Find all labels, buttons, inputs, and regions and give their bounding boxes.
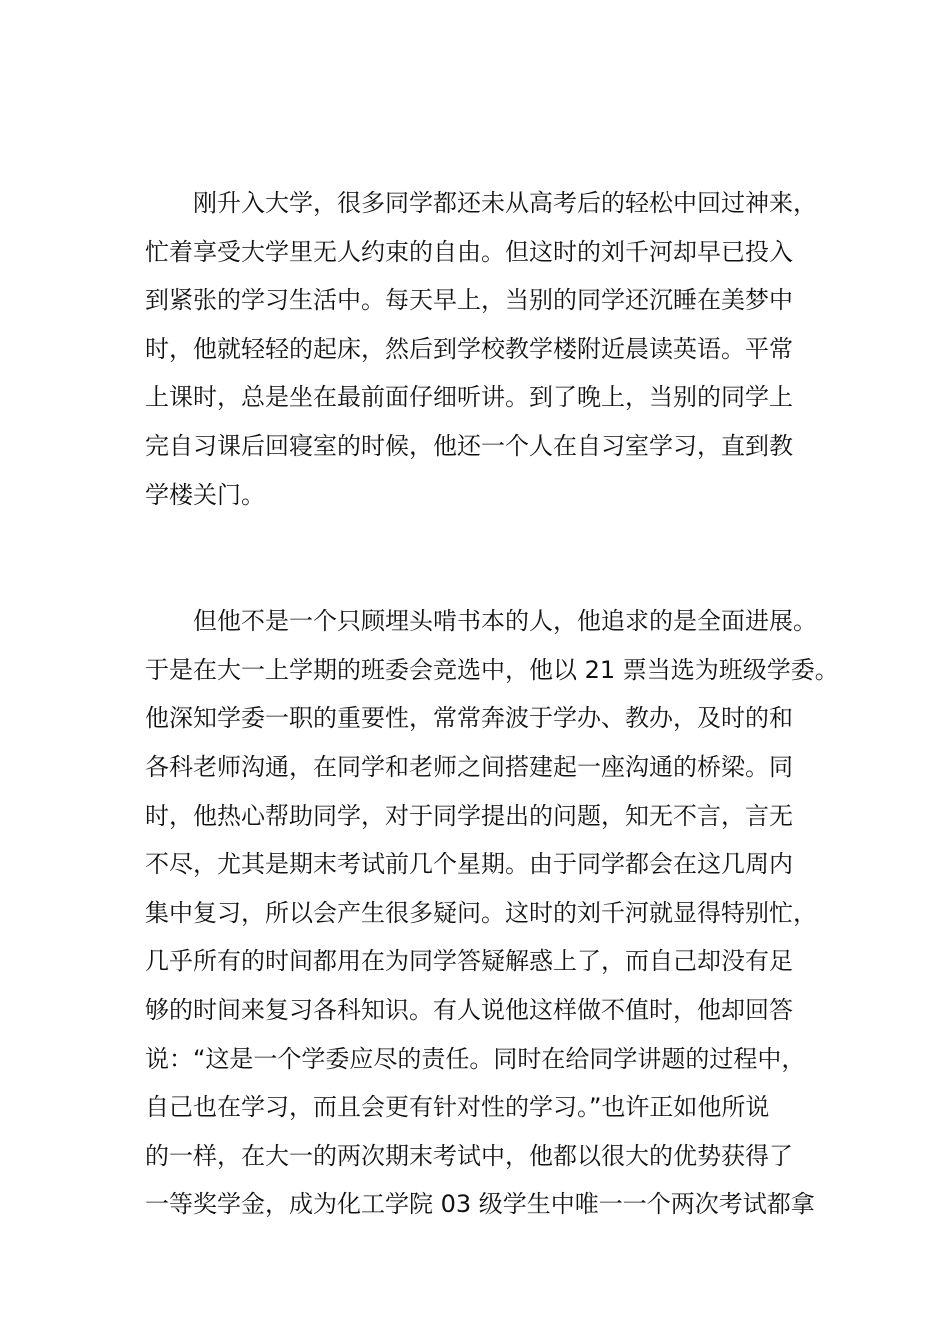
- paragraph-line: 上课时，总是坐在最前面仔细听讲。到了晚上，当别的同学上: [145, 383, 793, 412]
- paragraph-line: 时，他热心帮助同学，对于同学提出的问题，知无不言，言无: [145, 801, 793, 830]
- paragraph-line: 时，他就轻轻的起床，然后到学校教学楼附近晨读英语。平常: [145, 334, 793, 363]
- paragraph-line: 够的时间来复习各科知识。有人说他这样做不值时，他却回答: [145, 995, 793, 1024]
- paragraph-spacer: [145, 519, 835, 597]
- paragraph-1: [145, 179, 835, 519]
- paragraph-line: 于是在大一上学期的班委会竞选中，他以 21 票当选为班级学委。: [145, 655, 839, 684]
- paragraph-line: 各科老师沟通，在同学和老师之间搭建起一座沟通的桥梁。同: [145, 752, 793, 781]
- paragraph-2: [145, 597, 839, 1229]
- document-body: [145, 179, 839, 1229]
- paragraph-line: 说：“这是一个学委应尽的责任。同时在给同学讲题的过程中，: [145, 1044, 806, 1073]
- paragraph-line: 但他不是一个只顾埋头啃书本的人，他追求的是全面进展。: [193, 607, 817, 636]
- paragraph-line: 不尽，尤其是期末考试前几个星期。由于同学都会在这几周内: [145, 850, 793, 879]
- paragraph-line: 到紧张的学习生活中。每天早上，当别的同学还沉睡在美梦中: [145, 286, 793, 315]
- paragraph-line: 他深知学委一职的重要性，常常奔波于学办、教办，及时的和: [145, 704, 793, 733]
- paragraph-line: 一等奖学金，成为化工学院 03 级学生中唯一一个两次考试都拿: [145, 1190, 815, 1219]
- paragraph-line: 忙着享受大学里无人约束的自由。但这时的刘千河却早已投入: [145, 237, 793, 266]
- paragraph-line: 集中复习，所以会产生很多疑问。这时的刘千河就显得特别忙，: [145, 898, 817, 927]
- paragraph-line: 学楼关门。: [145, 480, 265, 509]
- paragraph-line: 完自习课后回寝室的时候，他还一个人在自习室学习，直到教: [145, 431, 793, 460]
- paragraph-line: 自己也在学习，而且会更有针对性的学习。”也许正如他所说: [145, 1093, 770, 1122]
- paragraph-line: 刚升入大学，很多同学都还未从高考后的轻松中回过神来，: [193, 189, 817, 217]
- paragraph-line: 的一样，在大一的两次期末考试中，他都以很大的优势获得了: [145, 1141, 793, 1170]
- paragraph-line: 几乎所有的时间都用在为同学答疑解惑上了，而自己却没有足: [145, 947, 793, 976]
